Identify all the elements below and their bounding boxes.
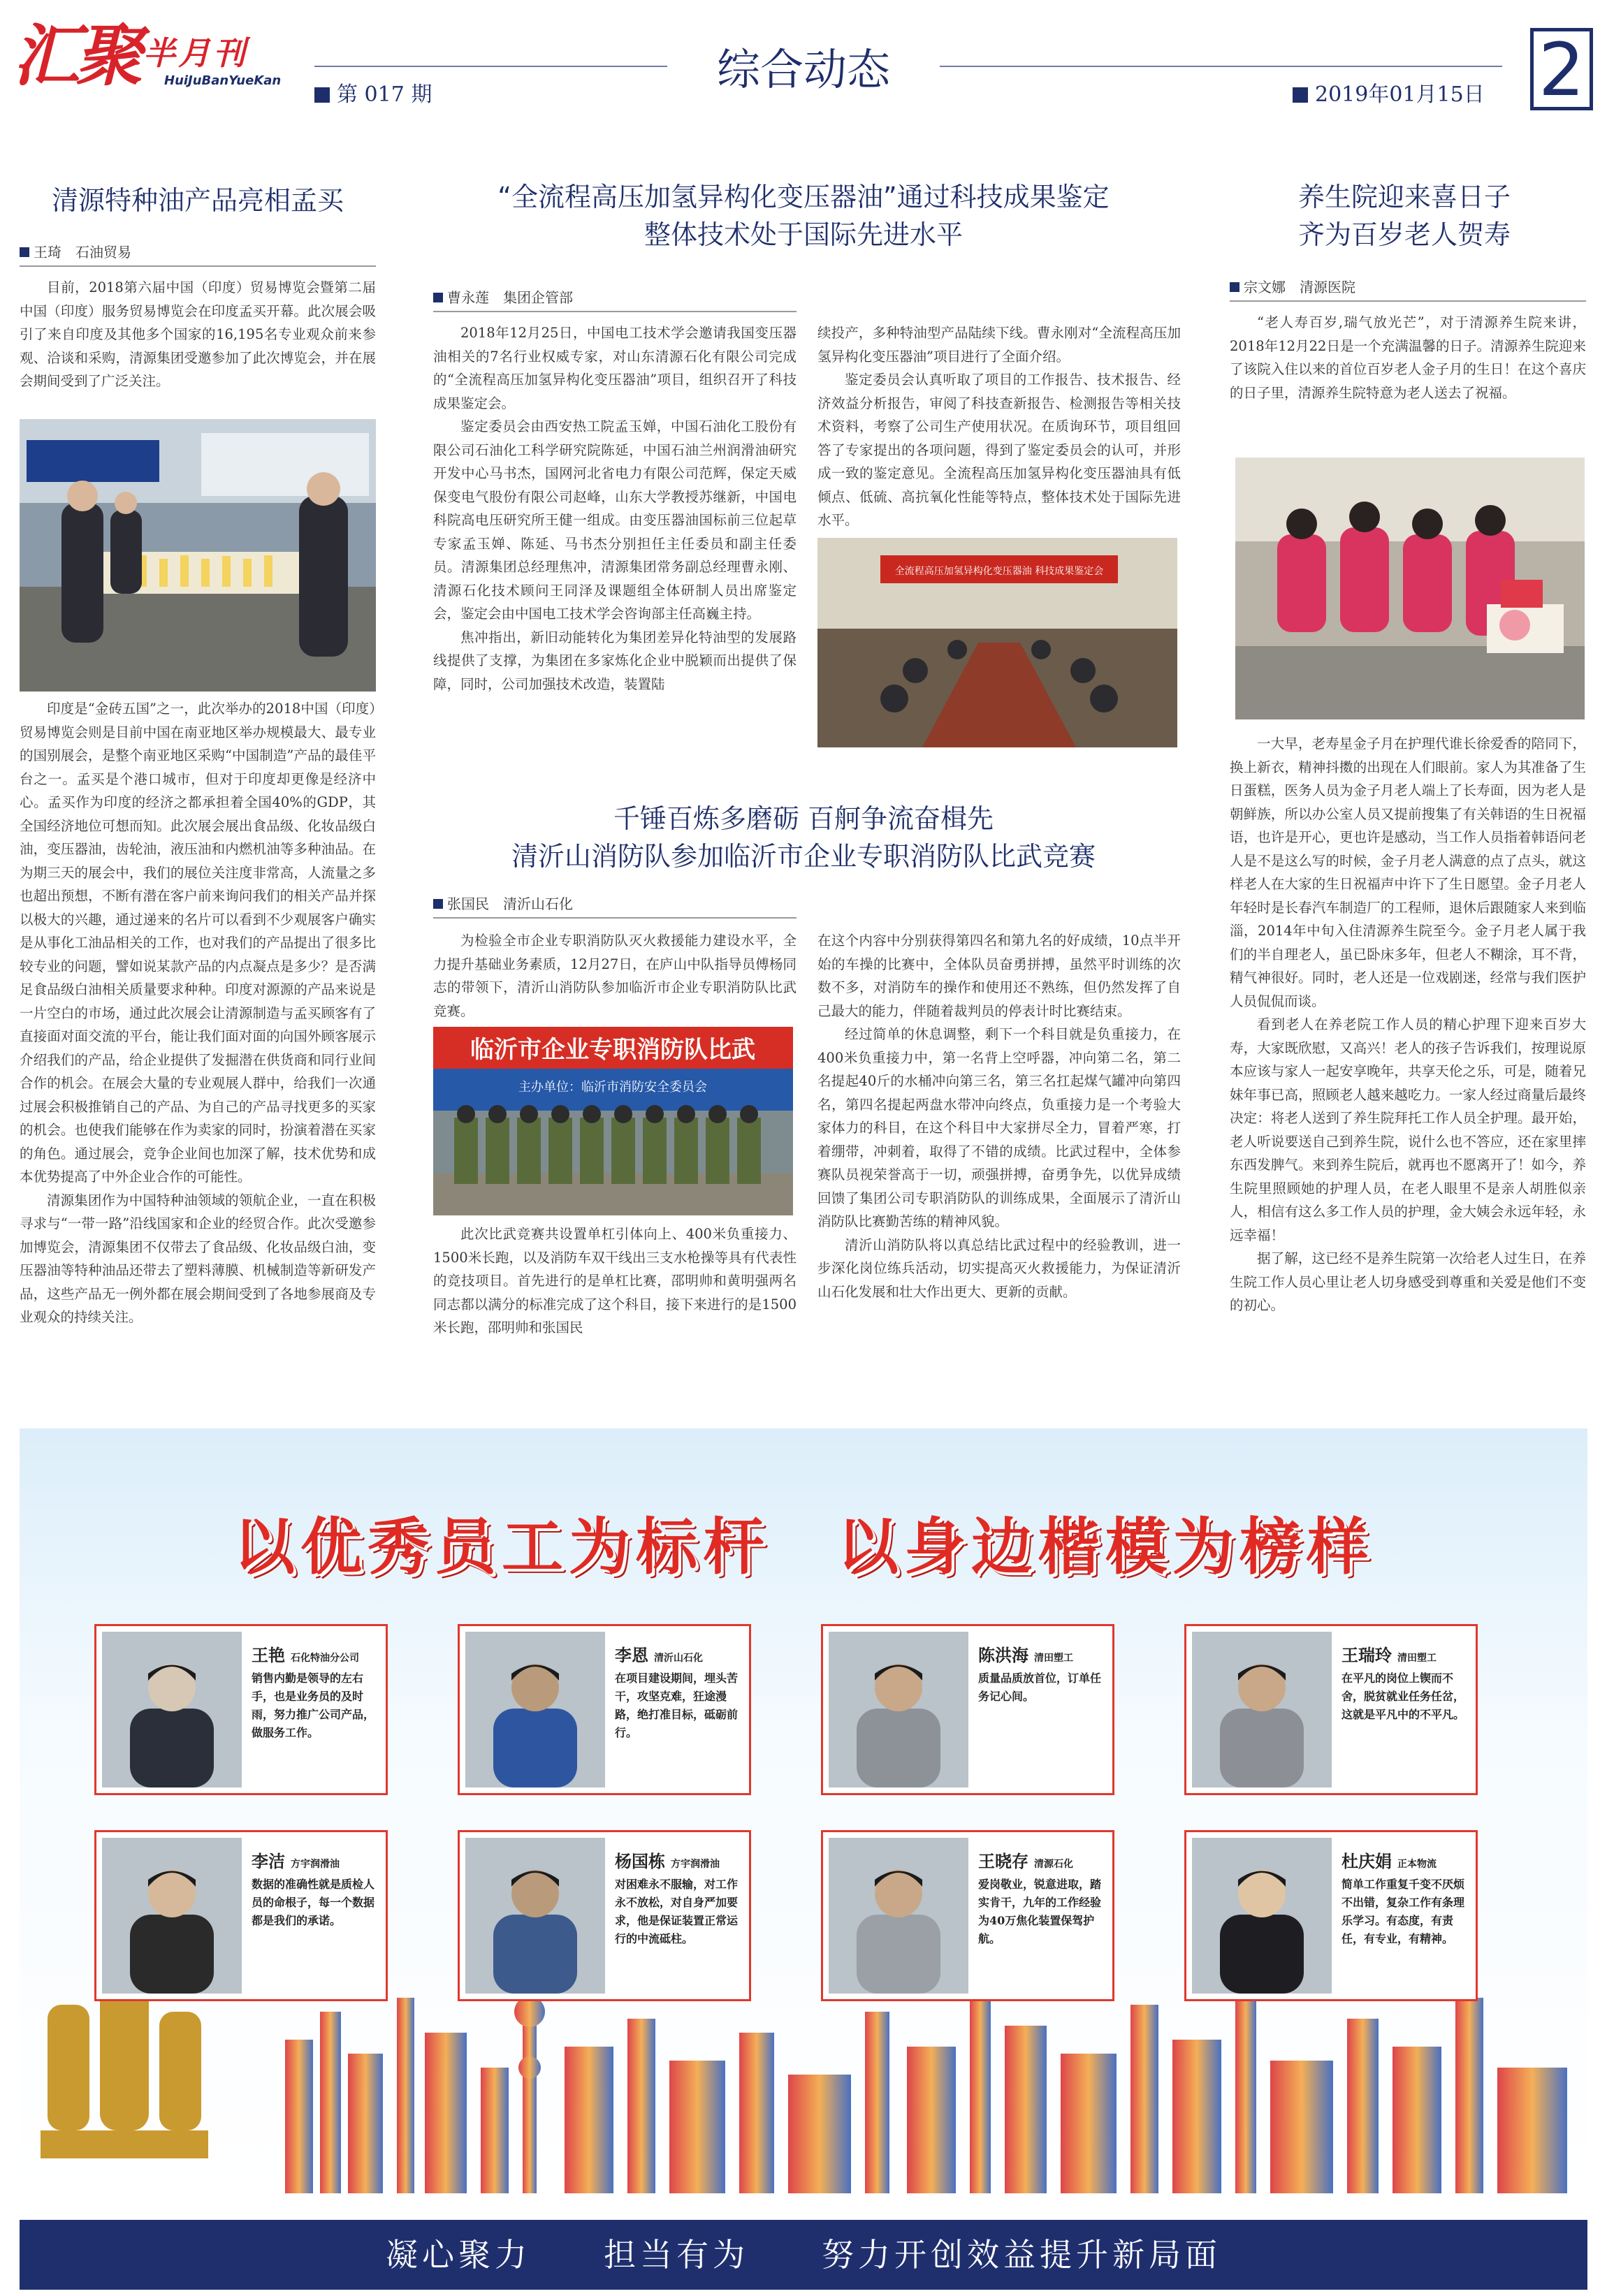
employee-photo [102, 1838, 242, 1994]
employee-description: 对困难永不服输，对工作永不放松，对自身严加要求，他是保证装置正常运行的中流砥柱。 [615, 1878, 739, 1945]
article3-body-top [1230, 311, 1586, 404]
article4-paragraph: 此次比武竞赛共设置单杠引体向上、400米负重接力、1500米长跑，以及消防车双干线出三支水枪操等具有代表性的竞技项目。首先进行的是单杠比赛，邵明帅和黄明强两名同志都以满分的标准完成了这个科目，接下来进行的是1500米长跑，邵明帅和张国民 [433, 1226, 797, 1336]
employee-company: 正本物流 [1397, 1859, 1437, 1870]
employee-description: 数据的准确性就是质检人员的命根子，每一个数据都是我们的承诺。 [252, 1878, 375, 1927]
brigade-subbanner-text: 主办单位：临沂市消防安全委员会 [518, 1080, 707, 1095]
article3-title-line1: 养生院迎来喜日子 [1297, 182, 1511, 212]
employee-card [458, 1830, 751, 2001]
employee-description: 在项目建设期间，埋头苦干，攻坚克难，狂途漫路，绝打准目标，砥砺前行。 [615, 1672, 739, 1739]
square-bullet-icon [433, 293, 443, 302]
employee-description: 爱岗敬业，锐意进取，踏实肯干，九年的工作经验为40万焦化装置保驾护航。 [978, 1878, 1102, 1945]
article3-paragraph: 一大早，老寿星金子月在护理代谁长徐爱香的陪同下，换上新衣，精神抖擞的出现在人们眼前。家人为其准备了生日蛋糕，医务人员为金子月老人端上了长寿面，因为老人是朝鲜族，所以办公室人员又提前搜集了有关韩语的生日祝福语，也许是开心，更也许是感动，当工作人员指着韩语问老人是不是这么写的时候，金子月老人满意的点了点头，就这样老人在大家的生日祝福声中许下了生日愿望。金子月老人年轻时是长春汽车制造厂的工程师，退休后跟随家人来到临淄，2014年中旬入住清源养生院至今。金子月老人属于我们的半自理老人，虽已卧床多年，但老人不糊涂，耳不背，精气神很好。同时，老人还是一位戏剧迷，经常与我们医护人员侃侃而谈。 [1230, 736, 1586, 1009]
employee-company: 清沂山石化 [654, 1653, 703, 1664]
article2-paragraph: 焦冲指出，新旧动能转化为集团差异化特油型的发展路线提供了支撑，为集团在多家炼化企业中脱颖而出提供了保障，同时，公司加强技术改造，装置陆 [433, 629, 797, 692]
article2-title-line1: “全流程高压加氢异构化变压器油”通过科技成果鉴定 [497, 182, 1110, 212]
employee-description: 质量品质放首位，订单任务记心间。 [978, 1672, 1102, 1703]
expo-booth-photo [20, 419, 376, 692]
article2-title [419, 178, 1188, 254]
employee-photo [1192, 1838, 1332, 1994]
employee-card [94, 1830, 388, 2001]
byline-text: 宗文娜 清源医院 [1244, 279, 1355, 295]
byline-text: 曹永莲 集团企管部 [447, 289, 573, 306]
employee-card [1184, 1830, 1478, 2001]
date-text: 2019年01月15日 [1315, 82, 1485, 107]
issue-number [314, 77, 432, 108]
article3-title-line2: 齐为百岁老人贺寿 [1297, 219, 1511, 250]
employee-company: 清田塑工 [1397, 1653, 1437, 1664]
employee-name-text: 王晓存 [978, 1851, 1028, 1871]
employee-photo [465, 1838, 605, 1994]
byline-text: 张国民 清沂山石化 [447, 895, 573, 912]
article3-byline [1230, 276, 1586, 302]
employee-name [252, 1641, 359, 1666]
masthead-logo: 汇聚 [13, 16, 138, 95]
fire-brigade-photo [433, 1027, 793, 1215]
article3-paragraph: “老人寿百岁,瑞气放光芒”，对于清源养生院来讲，2018年12月22日是一个充满温馨的日子。清源养生院迎来了该院入住以来的首位百岁老人金子月的生日！在这个喜庆的日子里，清源养生院特意为老人送去了祝福。 [1230, 314, 1586, 401]
header-rule-right [940, 66, 1502, 67]
article1-body-top [20, 276, 376, 393]
employee-company: 石化特油分公司 [291, 1653, 359, 1664]
article4-title [419, 800, 1188, 875]
employee-name [615, 1641, 703, 1666]
article2-paragraph: 鉴定委员会由西安热工院孟玉婵，中国石油化工股份有限公司石油化工科学研究院陈延，中国石油兰州润滑油研究开发中心马书杰，国网河北省电力有限公司范辉，保定天威保变电气股份有限公司赵峰，山东大学教授苏继新，中国电科院高电压研究所王健一组成。由变压器油国标前三位起草专家孟玉婵、陈延、马书杰分别担任主任委员和副主任委员。清源集团总经理焦冲，清源集团常务副总经理曹永刚、清源石化技术顾问王同泽及课题组全体研制人员出席鉴定会，鉴定会由中国电工技术学会咨询部主任高巍主持。 [433, 418, 797, 622]
header-rule-left [314, 66, 667, 67]
article4-title-line1: 千锤百炼多磨砺 百舸争流奋楫先 [613, 803, 994, 834]
banner-title: 以优秀员工为标杆 以身边楷模为榜样 [233, 1511, 1374, 1583]
square-bullet-icon [314, 87, 330, 103]
employee-photo [829, 1632, 968, 1787]
brigade-banner-text: 临沂市企业专职消防队比武 [470, 1036, 755, 1064]
article4-paragraph: 经过简单的休息调整，剩下一个科目就是负重接力，在400米负重接力中，第一名背上空呼器，冲向第二名，第二名提起40斤的水桶冲向第三名，第三名扛起煤气罐冲向第四名，第四名提起两盘水带冲向终点，负重接力是一个考验大家体力的科目，在这个科目中大家拼尽全力，冒着严寒，打着绷带，冲刺着，取得了不错的成绩。比武过程中，全体参赛队员视荣誉高于一切，顽强拼搏，奋勇争先，以优异成绩回馈了集团公司专职消防队的训练成果，全面展示了清沂山消防队比赛勤苦练的精神风貌。 [817, 1026, 1181, 1229]
article4-paragraph: 清沂山消防队将以真总结比武过程中的经验教训，进一步深化岗位练兵活动，切实提高灭火救援能力，为保证清沂山石化发展和壮大作出更大、更新的贡献。 [817, 1236, 1181, 1300]
employee-name-text: 李恩 [615, 1645, 648, 1665]
birthday-party-photo [1235, 458, 1585, 719]
article3-paragraph: 看到老人在养老院工作人员的精心护理下迎来百岁大寿，大家既欣慰，又高兴！老人的孩子告诉我们，按理说原本应该与家人一起安享晚年，共享天伦之乐，可是，随着兄妹年事已高，照顾老人越来越吃力。一家人经过商量后最终决定：将老人送到了养生院拜托工作人员全护理。最开始，老人听说要送自己到养生院，说什么也不答应，还在家里摔东西发脾气。来到养生院后，就再也不愿离开了！如今，养生院里照顾她的护理人员，在老人眼里不是亲人胡胜似亲人，相信有这么多工作人员的护理，金大姨会永远年轻，永远幸福！ [1230, 1016, 1586, 1243]
employee-name-text: 李洁 [252, 1851, 285, 1871]
brigade-photo-image [433, 1027, 793, 1215]
article2-byline [433, 286, 797, 312]
employee-company: 清田塑工 [1034, 1653, 1073, 1664]
employee-name [615, 1848, 720, 1872]
article3-title [1226, 178, 1583, 254]
square-bullet-icon [20, 247, 29, 257]
article2-paragraph: 鉴定委员会认真听取了项目的工作报告、技术报告、经济效益分析报告，审阅了科技查新报告、检测报告等相关技术资料，考察了公司生产使用状况。在质询环节，项目组回答了专家提出的各项问题，得到了鉴定委员会的认可，并形成一致的鉴定意见。全流程高压加氢异构化变压器油具有低倾点、低硫、高抗氧化性能等特点，整体技术处于国际先进水平。 [817, 372, 1181, 528]
article4-column1-bottom [433, 1222, 797, 1340]
employee-photo [829, 1838, 968, 1994]
masthead-logo-subtitle: 半月刊 [143, 34, 248, 72]
employee-name [978, 1641, 1073, 1666]
employee-name-text: 王瑞玲 [1341, 1645, 1392, 1665]
issue-text: 第 017 期 [337, 82, 432, 107]
masthead-pinyin: HuiJuBanYueKan [164, 73, 282, 88]
employee-name [1341, 1641, 1437, 1666]
article1-byline [20, 241, 376, 267]
square-bullet-icon [433, 899, 443, 909]
employee-description: 在平凡的岗位上锲而不舍，脱贫就业任务任岔，这就是平凡中的不平凡。 [1341, 1672, 1465, 1721]
employee-photo [1192, 1632, 1332, 1787]
article4-column1-top [433, 929, 797, 1023]
article3-body-bottom [1230, 732, 1586, 1317]
article1-paragraph: 印度是“金砖五国”之一，此次举办的2018中国（印度）贸易博览会则是目前中国在南亚地区举办规模最大、最专业的国别展会，是整个南亚地区采购“中国制造”产品的最佳平台之一。孟买是个港口城市，但对于印度却更像是经济中心。孟买作为印度的经济之都承担着全国40%的GDP，其全国经济地位可想而知。此次展会展出食品级、化妆品级白油，变压器油，齿轮油，液压油和内燃机油等多种油品。在为期三天的展会中，我们的展位关注度非常高，人流量之多也超出预想，不断有潜在客户前来询问我们的相关产品并探以极大的兴趣，通过递来的名片可以看到不少观展客户确实是从事化工油品相关的工作，也对我们的产品提出了很多比较专业的问题，譬如说某款产品的内点凝点是多少？是否满足食品级白油相关质量要求种种。印度对源源的产品来说是一片空白的市场，通过此次展会让清源制造与孟买顾客有了直接面对面交流的平台，能让我们面对面的向国外顾客展示介绍我们的产品，给企业提供了发掘潜在供货商和同行业间合作的机会。在展会大量的专业观展人群中，给我们一次通过展会积极推销自己的产品、为自己的产品寻找更多的买家的机会。也使我们能够在作为卖家的同时，扮演着潜在买家的角色。通过展会，竞争企业间也加深了解，技术优势和成本优势提高了中外企业合作的可能性。 [20, 701, 376, 1185]
employee-name [978, 1848, 1073, 1872]
employee-name [252, 1848, 340, 1872]
footer-slogan: 凝心聚力 担当有为 努力开创效益提升新局面 [20, 2220, 1587, 2290]
birthday-photo-image [1235, 458, 1585, 719]
employee-company: 清源石化 [1034, 1859, 1073, 1870]
article4-paragraph: 在这个内容中分别获得第四名和第九名的好成绩，10点半开始的车操的比赛中，全体队员奋勇拼搏，虽然平时训练的次数不多，对消防车的操作和使用还不熟练，但仍然发挥了自己最大的能力，伴随着裁判员的停表计时比赛结束。 [817, 933, 1181, 1019]
employee-name-text: 杨国栋 [615, 1851, 665, 1871]
employee-description: 简单工作重复千变不厌烦不出错，复杂工作有条理乐学习。有态度，有责任，有专业，有精神。 [1341, 1878, 1465, 1945]
article2-paragraph: 续投产，多种特油型产品陆续下线。曹永刚对“全流程高压加氢异构化变压器油”项目进行了全面介绍。 [817, 325, 1181, 365]
article2-title-line2: 整体技术处于国际先进水平 [643, 219, 963, 250]
article2-column2 [817, 321, 1181, 532]
article1-body-bottom [20, 697, 376, 1329]
employee-company: 方宇润滑油 [671, 1859, 720, 1870]
article2-paragraph: 2018年12月25日，中国电工技术学会邀请我国变压器油相关的7名行业权威专家，对山东清源石化有限公司完成的“全流程高压加氢异构化变压器油”项目，组织召开了科技成果鉴定会。 [433, 325, 797, 411]
square-bullet-icon [1230, 282, 1239, 292]
article4-paragraph: 为检验全市企业专职消防队灭火救援能力建设水平，全力提升基础业务素质，12月27日，在庐山中队指导员傅杨同志的带领下，清沂山消防队参加临沂市企业专职消防队比武竞赛。 [433, 933, 797, 1019]
article4-title-line2: 清沂山消防队参加临沂市企业专职消防队比武竞赛 [511, 841, 1096, 872]
square-bullet-icon [1293, 87, 1308, 103]
article4-byline [433, 893, 797, 919]
byline-text: 王琦 石油贸易 [34, 244, 131, 261]
employee-card [94, 1624, 388, 1795]
employee-description: 销售内勤是领导的左右手，也是业务员的及时雨，努力推广公司产品，做服务工作。 [252, 1672, 375, 1739]
employee-name-text: 王艳 [252, 1645, 285, 1665]
employee-name-text: 杜庆娟 [1341, 1851, 1392, 1871]
employee-name [1341, 1848, 1437, 1872]
article2-column1 [433, 321, 797, 696]
appraisal-meeting-photo [817, 538, 1177, 747]
employee-card [458, 1624, 751, 1795]
meeting-banner-text: 全流程高压加氢异构化变压器油 科技成果鉴定会 [894, 566, 1104, 577]
employee-photo [102, 1632, 242, 1787]
employee-name-text: 陈洪海 [978, 1645, 1028, 1665]
issue-date [1293, 77, 1485, 108]
employee-card [821, 1624, 1114, 1795]
section-title: 综合动态 [716, 44, 890, 95]
page-number: 2 [1530, 28, 1593, 110]
expo-photo-image [20, 419, 376, 692]
article3-paragraph: 据了解，这已经不是养生院第一次给老人过生日，在养生院工作人员心里让老人切身感受到尊重和关爱是他们不变的初心。 [1230, 1250, 1586, 1313]
employee-company: 方宇润滑油 [291, 1859, 340, 1870]
employee-card [821, 1830, 1114, 2001]
employee-photo [465, 1632, 605, 1787]
trophy-cups-decoration [41, 1984, 208, 2158]
meeting-photo-image [817, 538, 1177, 747]
article1-paragraph: 清源集团作为中国特种油领域的领航企业，一直在积极寻求与“一带一路”沿线国家和企业的经贸合作。此次受邀参加博览会，清源集团不仅带去了食品级、化妆品级白油，变压器油等特种油品还带去了塑料薄膜、机械制造等新研发产品，这些产品无一例外都在展会期间受到了各地参展商及专业观众的持续关注。 [20, 1192, 376, 1325]
article1-title: 清源特种油产品亮相孟买 [51, 185, 344, 216]
employee-card [1184, 1624, 1478, 1795]
article4-column2 [817, 929, 1181, 1303]
article1-paragraph: 目前，2018第六届中国（印度）贸易博览会暨第二届中国（印度）服务贸易博览会在印度孟买开幕。此次展会吸引了来自印度及其他多个国家的16,195名专业观众前来参观、洽谈和采购，清源集团受邀参加了此次博览会，并在展会期间受到了广泛关注。 [20, 279, 376, 389]
